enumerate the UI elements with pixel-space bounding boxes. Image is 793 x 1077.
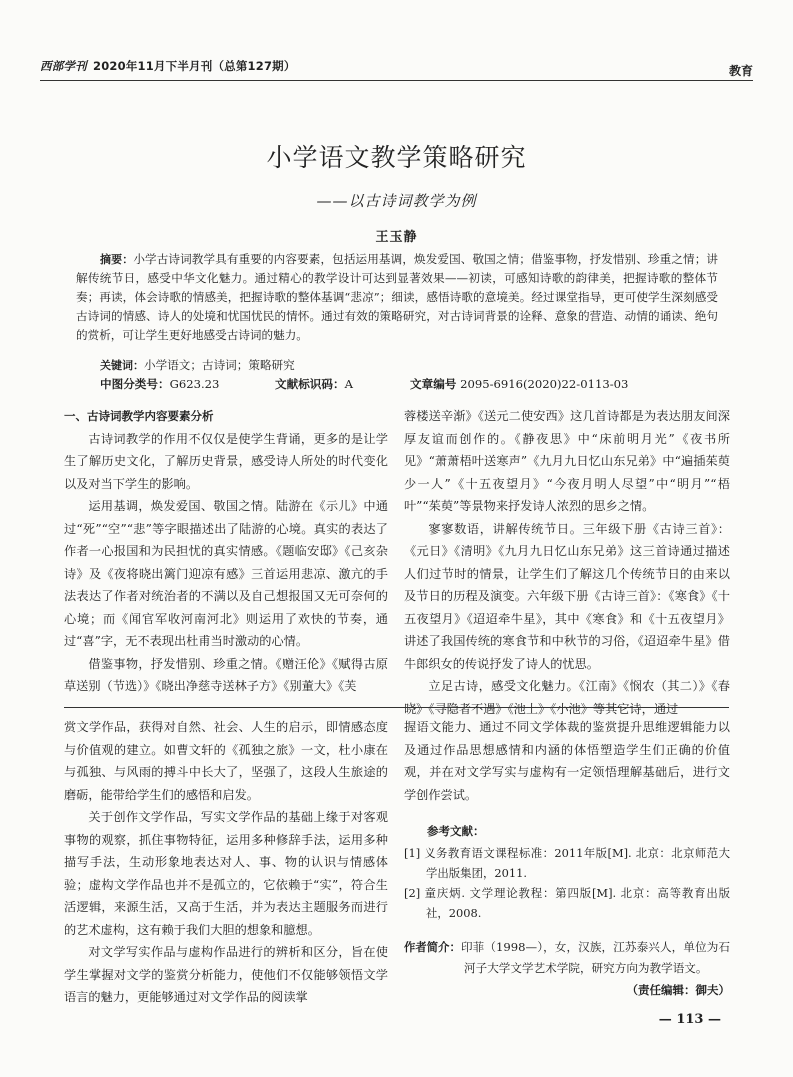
section-heading: 一、古诗词教学内容要素分析 — [64, 409, 214, 423]
article-label: 文章编号 — [410, 377, 457, 391]
issue-info: 2020年11月下半月刊（总第127期） — [93, 59, 296, 73]
reference-item: [2] 童庆炳. 文学理论教程：第四版[M]. 北京：高等教育出版社，2008. — [404, 885, 730, 920]
paragraph: 关于创作文学作品，写实文学作品的基础上缘于对客观事物的观察，抓住事物特征，运用多种修辞手法，运用多种描写手法，生动形象地表达对人、事、物的认识与情感体验；虚构文学作品也并不是孤立的，它依赖于“实”，符合生活逻辑，来源生活，又高于生活，并为表达主题服务而进行的艺术虚构，这有赖于我们大胆的想象和臆想。 — [64, 810, 388, 937]
article-value: 2095-6916(2020)22-0113-03 — [460, 377, 629, 391]
references-heading: 参考文献： — [427, 824, 485, 838]
paragraph: 蓉楼送辛渐》《送元二使安西》这几首诗都是为表达朋友间深厚友谊而创作的。《静夜思》中“床前明月光”《夜书所见》“萧萧梧叶送寒声”《九月九日忆山东兄弟》中“遍插茱萸少一人”《十五夜望月》“今夜月明人尽望”中“明月”“梧叶”“茱萸”等景物来抒发诗人浓烈的思乡之情。 — [404, 409, 730, 513]
journal-logo: 西部学刊 — [40, 59, 87, 73]
paragraph: 赏文学作品，获得对自然、社会、人生的启示，即情感态度与价值观的建立。如曹文轩的《孤独之旅》一文，杜小康在与孤独、与风雨的搏斗中长大了，坚强了，这段人生旅途的磨砺，能带给学生们的感悟和启发。 — [64, 720, 388, 802]
paragraph: 对文学写实作品与虚构作品进行的辨析和区分，旨在使学生掌握对文学的鉴赏分析能力，使他们不仅能够领悟文学语言的魅力，更能够通过对文学作品的阅读掌 — [64, 945, 388, 1004]
section-label: 教育 — [728, 64, 753, 78]
doc-code — [275, 376, 353, 392]
bio-text: 印菲（1998—），女，汉族，江苏泰兴人，单位为石河子大学文学艺术学院，研究方向为教学语文。 — [460, 939, 730, 975]
paragraph: 借鉴事物，抒发惜别、珍重之情。《赠汪伦》《赋得古原草送别（节选）》《晓出净慈寺送林子方》《别董大》《芙 — [64, 656, 388, 693]
abstract — [76, 250, 718, 345]
clc-number — [100, 376, 219, 392]
clc-label: 中图分类号： — [100, 377, 170, 391]
paragraph: 古诗词教学的作用不仅仅是使学生背诵，更多的是让学生了解历史文化，了解历史背景，感受诗人所处的时代变化以及对当下学生的影响。 — [64, 431, 388, 491]
abstract-text: 小学古诗词教学具有重要的内容要素，包括运用基调，焕发爱国、敬国之情；借鉴事物，抒发惜别、珍重之情；讲解传统节日，感受中华文化魅力。通过精心的教学设计可达到显著效果——初读，可感知诗歌的韵律美，把握诗歌的整体节奏；再读，体会诗歌的情感美，把握诗歌的整体基调“悲凉”；细读，感悟诗歌的意境美。经过课堂指导，更可使学生深刻感受古诗词的情感、诗人的处境和忧国忧民的情怀。通过有效的策略研究，对古诗词背景的诠释、意象的营造、动情的诵读、绝句的赏析，可让学生更好地感受古诗词的魅力。 — [76, 252, 718, 342]
running-header — [40, 58, 296, 74]
keywords-text: 小学语文；古诗词；策略研究 — [144, 358, 295, 372]
doc-value: A — [344, 377, 353, 391]
column-lower-right — [404, 716, 730, 1001]
article-divider — [64, 707, 729, 708]
column-upper-left — [64, 405, 388, 698]
doc-label: 文献标识码： — [275, 377, 345, 391]
column-upper-right — [404, 405, 730, 720]
article-number — [410, 376, 628, 392]
author-name: 王玉静 — [375, 230, 418, 245]
paragraph: 寥寥数语，讲解传统节日。三年级下册《古诗三首》：《元日》《清明》《九月九日忆山东兄弟》这三首诗通过描述人们过节时的情景，让学生们了解这几个传统节日的由来以及节日的历程及演变。六年级下册《古诗三首》：《寒食》《十五夜望月》《迢迢牵牛星》，其中《寒食》和《十五夜望月》讲述了我国传统的寒食节和中秋节的习俗，《迢迢牵牛星》借牛郎织女的传说抒发了诗人的忧思。 — [404, 521, 730, 671]
column-lower-left — [64, 716, 388, 1009]
paragraph: 立足古诗，感受文化魅力。《江南》《悯农（其二）》《春晓》《寻隐者不遇》《池上》《小池》等其它诗，通过 — [404, 679, 730, 716]
paragraph: 握语文能力、通过不同文学体裁的鉴赏提升思维逻辑能力以及通过作品思想感情和内涵的体悟塑造学生们正确的价值观，并在对文学写实与虚构有一定领悟理解基础后，进行文学创作尝试。 — [404, 720, 730, 802]
keywords-label: 关键词： — [100, 359, 144, 372]
article-title: 小学语文教学策略研究 — [266, 143, 527, 172]
header-rule — [40, 80, 753, 81]
reference-item: [1] 义务教育语文课程标准：2011年版[M]. 北京：北京师范大学出版集团，2011. — [404, 845, 730, 880]
abstract-label: 摘要： — [100, 253, 134, 266]
page-number: — 113 — — [658, 1012, 721, 1027]
author-bio — [404, 937, 730, 979]
bio-label: 作者简介： — [404, 940, 461, 954]
clc-value: G623.23 — [169, 377, 220, 391]
article-subtitle: ——以古诗词教学为例 — [316, 192, 477, 210]
keywords — [100, 357, 295, 373]
paragraph: 运用基调，焕发爱国、敬国之情。陆游在《示儿》中通过“死”“空”“悲”等字眼描述出了陆游的心境。真实的表达了作者一心报国和为民担忧的真实情感。《题临安邸》《己亥杂诗》及《夜将晓出篱门迎凉有感》三首运用悲凉、激亢的手法表达了作者对统治者的不满以及自己想报国又无可奈何的心境；而《闻官军收河南河北》则运用了欢快的节奏，通过“喜”字，无不表现出杜甫当时激动的心情。 — [64, 499, 388, 648]
editor-credit: （责任编辑：御夫） — [626, 982, 730, 997]
